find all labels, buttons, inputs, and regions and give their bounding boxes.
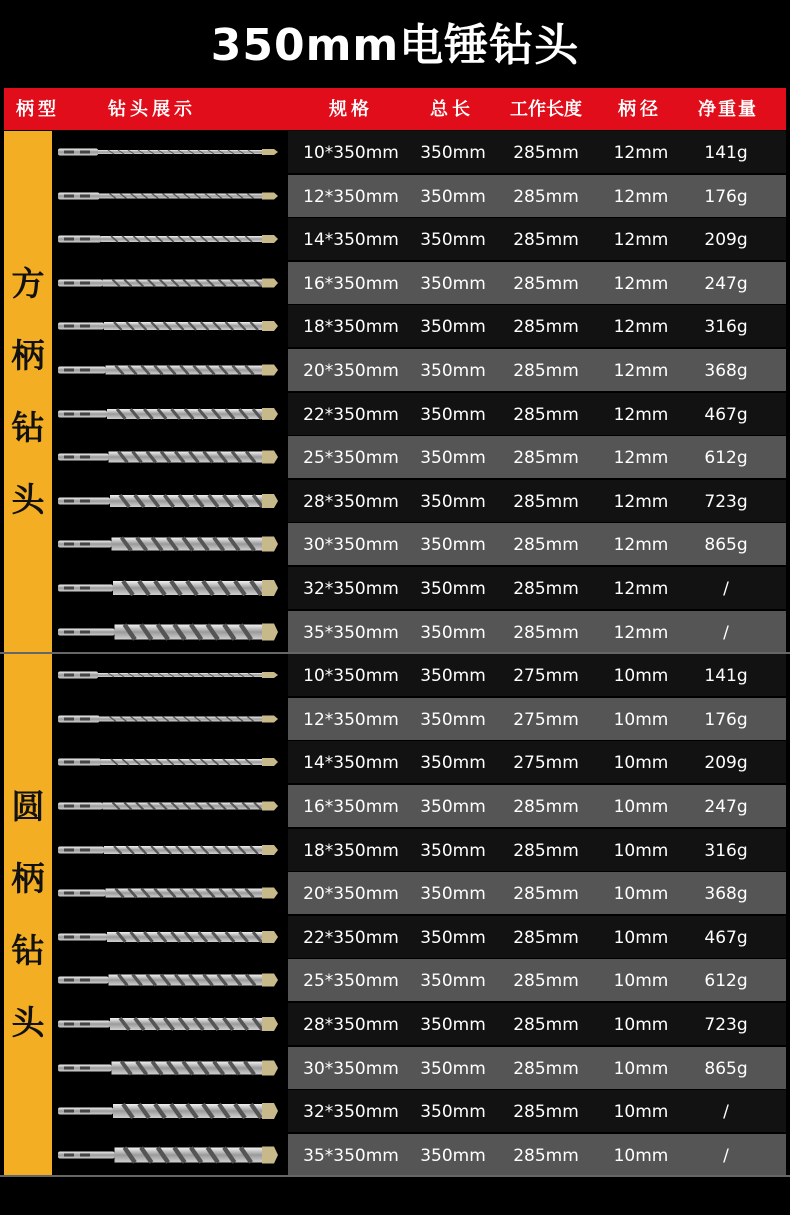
- working-length-cell: 285mm: [513, 448, 579, 469]
- table-row: [288, 654, 786, 696]
- net-weight-cell: 612g: [704, 448, 748, 469]
- spec-cell: 12*350mm: [303, 709, 399, 730]
- net-weight-cell: 176g: [704, 186, 748, 207]
- table-row: [288, 262, 786, 304]
- shank-diameter-cell: 10mm: [613, 840, 669, 861]
- drill-bit-image: [56, 573, 282, 603]
- net-weight-cell: 368g: [704, 361, 748, 381]
- drill-bit-image: [56, 922, 282, 952]
- drill-bit-image: [56, 1140, 282, 1170]
- total-length-cell: 350mm: [420, 361, 486, 381]
- group-label-char: 柄: [11, 858, 45, 898]
- working-length-cell: 275mm: [513, 666, 579, 687]
- group-label-cell: [4, 131, 52, 652]
- drill-bit-image: [56, 399, 282, 429]
- working-length-cell: 285mm: [513, 1145, 579, 1166]
- drill-bit-image: [56, 486, 282, 516]
- drill-bit-image: [56, 181, 282, 211]
- drill-bit-image: [56, 311, 282, 341]
- working-length-cell: 285mm: [513, 1015, 579, 1035]
- drill-bit-image: [56, 355, 282, 385]
- total-length-cell: 350mm: [420, 840, 486, 861]
- working-length-cell: 285mm: [513, 884, 579, 905]
- spec-cell: 28*350mm: [303, 1015, 399, 1035]
- working-length-cell: 285mm: [513, 404, 579, 425]
- drill-bit-image: [56, 268, 282, 298]
- drill-bit-image: [56, 1053, 282, 1083]
- drill-bit-image: [56, 224, 282, 254]
- page-title: 350mm电锤钻头: [210, 20, 580, 71]
- working-length-cell: 285mm: [513, 579, 579, 599]
- group-label: [4, 771, 52, 1059]
- group-label-char: 方: [11, 263, 45, 303]
- drill-bit-image: [56, 137, 282, 167]
- total-length-cell: 350mm: [420, 230, 486, 251]
- net-weight-cell: 723g: [704, 1015, 748, 1035]
- spec-cell: 12*350mm: [303, 186, 399, 207]
- spec-cell: 35*350mm: [303, 1145, 399, 1166]
- spec-cell: 14*350mm: [303, 230, 399, 251]
- shank-diameter-cell: 12mm: [613, 622, 669, 643]
- total-length-cell: 350mm: [420, 535, 486, 556]
- net-weight-cell: 316g: [704, 317, 748, 338]
- table-header: [4, 88, 786, 130]
- total-length-cell: 350mm: [420, 884, 486, 905]
- working-length-cell: 285mm: [513, 273, 579, 294]
- shank-diameter-cell: 10mm: [613, 1102, 669, 1123]
- table-row: [288, 1003, 786, 1045]
- shank-diameter-cell: 12mm: [613, 230, 669, 251]
- group-label-cell: [4, 654, 52, 1175]
- net-weight-cell: 467g: [704, 927, 748, 948]
- drill-bit-image: [56, 747, 282, 777]
- header-shank-diameter: 柄径: [618, 99, 662, 120]
- table-row: [288, 916, 786, 958]
- group-label-char: 柄: [11, 335, 45, 375]
- spec-cell: 22*350mm: [303, 404, 399, 425]
- spec-cell: 28*350mm: [303, 491, 399, 512]
- group-label-char: 头: [11, 1002, 45, 1042]
- shank-diameter-cell: 12mm: [613, 491, 669, 512]
- spec-cell: 10*350mm: [303, 143, 399, 163]
- table-row: [288, 567, 786, 609]
- header-bit-display: 钻头展示: [108, 99, 196, 120]
- shank-diameter-cell: 12mm: [613, 404, 669, 425]
- working-length-cell: 285mm: [513, 840, 579, 861]
- group-label-char: 圆: [11, 786, 45, 826]
- total-length-cell: 350mm: [420, 273, 486, 294]
- total-length-cell: 350mm: [420, 666, 486, 687]
- working-length-cell: 285mm: [513, 535, 579, 556]
- shank-diameter-cell: 12mm: [613, 317, 669, 338]
- net-weight-cell: 368g: [704, 884, 748, 905]
- shank-diameter-cell: 12mm: [613, 361, 669, 381]
- table-row: [288, 872, 786, 914]
- spec-cell: 14*350mm: [303, 753, 399, 774]
- net-weight-cell: 176g: [704, 709, 748, 730]
- group-label-char: 钻: [11, 407, 45, 447]
- spec-cell: 18*350mm: [303, 840, 399, 861]
- drill-bit-image: [56, 965, 282, 995]
- spec-cell: 30*350mm: [303, 535, 399, 556]
- group-label: [4, 248, 52, 536]
- total-length-cell: 350mm: [420, 317, 486, 338]
- drill-bit-image: [56, 1009, 282, 1039]
- drill-bit-image: [56, 529, 282, 559]
- net-weight-cell: 865g: [704, 535, 748, 556]
- table-row: [288, 305, 786, 347]
- spec-cell: 16*350mm: [303, 273, 399, 294]
- header-spec: 规格: [329, 99, 373, 120]
- shank-diameter-cell: 12mm: [613, 273, 669, 294]
- net-weight-cell: /: [723, 579, 729, 599]
- shank-diameter-cell: 10mm: [613, 753, 669, 774]
- working-length-cell: 285mm: [513, 186, 579, 207]
- net-weight-cell: 612g: [704, 971, 748, 992]
- spec-cell: 25*350mm: [303, 971, 399, 992]
- header-shank-type: 柄型: [16, 99, 60, 120]
- group-label-char: 钻: [11, 930, 45, 970]
- total-length-cell: 350mm: [420, 709, 486, 730]
- shank-diameter-cell: 12mm: [613, 448, 669, 469]
- spec-cell: 35*350mm: [303, 622, 399, 643]
- shank-diameter-cell: 10mm: [613, 1145, 669, 1166]
- total-length-cell: 350mm: [420, 622, 486, 643]
- total-length-cell: 350mm: [420, 404, 486, 425]
- header-working-length: 工作长度: [510, 99, 582, 120]
- net-weight-cell: 467g: [704, 404, 748, 425]
- table-row: [288, 1090, 786, 1132]
- total-length-cell: 350mm: [420, 579, 486, 599]
- table-row: [288, 829, 786, 871]
- net-weight-cell: 723g: [704, 491, 748, 512]
- drill-bit-image: [56, 878, 282, 908]
- table-row: [288, 393, 786, 435]
- net-weight-cell: /: [723, 1102, 729, 1123]
- table-row: [288, 175, 786, 217]
- header-total-length: 总长: [430, 99, 474, 120]
- table-row: [288, 959, 786, 1001]
- table-row: [288, 480, 786, 522]
- header-net-weight: 净重量: [698, 99, 758, 120]
- working-length-cell: 285mm: [513, 230, 579, 251]
- net-weight-cell: /: [723, 622, 729, 643]
- working-length-cell: 285mm: [513, 971, 579, 992]
- shank-diameter-cell: 10mm: [613, 884, 669, 905]
- drill-bit-image: [56, 617, 282, 647]
- shank-diameter-cell: 10mm: [613, 797, 669, 817]
- table-row: [288, 741, 786, 783]
- table-row: [288, 611, 786, 653]
- spec-cell: 32*350mm: [303, 579, 399, 599]
- total-length-cell: 350mm: [420, 186, 486, 207]
- working-length-cell: 285mm: [513, 361, 579, 381]
- net-weight-cell: 247g: [704, 273, 748, 294]
- table-row: [288, 698, 786, 740]
- total-length-cell: 350mm: [420, 1015, 486, 1035]
- table-row: [288, 523, 786, 565]
- spec-cell: 22*350mm: [303, 927, 399, 948]
- total-length-cell: 350mm: [420, 1102, 486, 1123]
- net-weight-cell: /: [723, 1145, 729, 1166]
- working-length-cell: 285mm: [513, 143, 579, 163]
- shank-diameter-cell: 12mm: [613, 535, 669, 556]
- shank-diameter-cell: 10mm: [613, 1015, 669, 1035]
- shank-diameter-cell: 10mm: [613, 1058, 669, 1079]
- drill-bit-image: [56, 660, 282, 690]
- spec-cell: 16*350mm: [303, 797, 399, 817]
- group-label-char: 头: [11, 479, 45, 519]
- net-weight-cell: 209g: [704, 230, 748, 251]
- working-length-cell: 285mm: [513, 317, 579, 338]
- net-weight-cell: 141g: [704, 666, 748, 687]
- spec-cell: 20*350mm: [303, 361, 399, 381]
- drill-bit-image: [56, 442, 282, 472]
- spec-cell: 18*350mm: [303, 317, 399, 338]
- net-weight-cell: 141g: [704, 143, 748, 163]
- working-length-cell: 285mm: [513, 622, 579, 643]
- total-length-cell: 350mm: [420, 448, 486, 469]
- table-row: [288, 436, 786, 478]
- working-length-cell: 285mm: [513, 797, 579, 817]
- shank-diameter-cell: 12mm: [613, 143, 669, 163]
- table-row: [288, 1134, 786, 1176]
- drill-bit-image: [56, 1096, 282, 1126]
- shank-diameter-cell: 12mm: [613, 579, 669, 599]
- total-length-cell: 350mm: [420, 1145, 486, 1166]
- total-length-cell: 350mm: [420, 491, 486, 512]
- spec-cell: 25*350mm: [303, 448, 399, 469]
- drill-bit-image: [56, 704, 282, 734]
- working-length-cell: 285mm: [513, 1058, 579, 1079]
- total-length-cell: 350mm: [420, 971, 486, 992]
- working-length-cell: 275mm: [513, 709, 579, 730]
- net-weight-cell: 316g: [704, 840, 748, 861]
- table-row: [288, 349, 786, 391]
- drill-bit-image: [56, 791, 282, 821]
- spec-cell: 10*350mm: [303, 666, 399, 687]
- working-length-cell: 285mm: [513, 1102, 579, 1123]
- table-row: [288, 1047, 786, 1089]
- total-length-cell: 350mm: [420, 1058, 486, 1079]
- working-length-cell: 285mm: [513, 927, 579, 948]
- shank-diameter-cell: 10mm: [613, 927, 669, 948]
- total-length-cell: 350mm: [420, 753, 486, 774]
- working-length-cell: 285mm: [513, 491, 579, 512]
- table-row: [288, 131, 786, 173]
- total-length-cell: 350mm: [420, 143, 486, 163]
- total-length-cell: 350mm: [420, 797, 486, 817]
- spec-cell: 30*350mm: [303, 1058, 399, 1079]
- working-length-cell: 275mm: [513, 753, 579, 774]
- group-separator: [0, 1175, 790, 1177]
- spec-cell: 20*350mm: [303, 884, 399, 905]
- shank-diameter-cell: 12mm: [613, 186, 669, 207]
- net-weight-cell: 209g: [704, 753, 748, 774]
- total-length-cell: 350mm: [420, 927, 486, 948]
- net-weight-cell: 865g: [704, 1058, 748, 1079]
- table-row: [288, 785, 786, 827]
- net-weight-cell: 247g: [704, 797, 748, 817]
- shank-diameter-cell: 10mm: [613, 971, 669, 992]
- spec-cell: 32*350mm: [303, 1102, 399, 1123]
- shank-diameter-cell: 10mm: [613, 666, 669, 687]
- table-row: [288, 218, 786, 260]
- shank-diameter-cell: 10mm: [613, 709, 669, 730]
- drill-bit-image: [56, 835, 282, 865]
